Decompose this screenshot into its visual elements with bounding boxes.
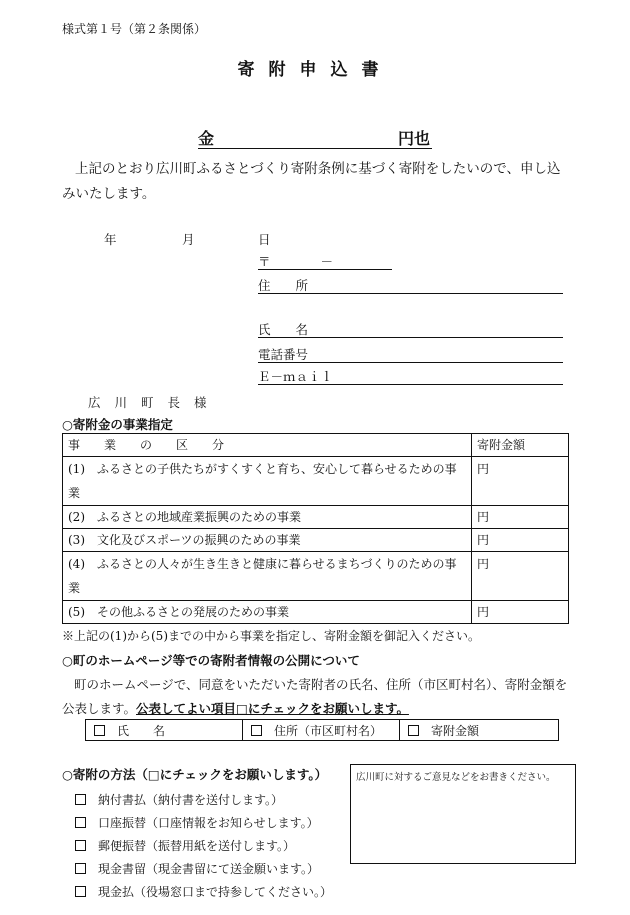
publication-instruction: 公表してよい項目□にチェックをお願いします。 [136,701,409,716]
form-number: 様式第１号（第２条関係） [62,22,207,36]
project-label: (2) ふるさとの地域産業振興のための事業 [63,506,472,529]
publication-text [62,673,572,721]
checkbox-icon[interactable] [408,725,419,736]
table-row [63,506,569,529]
checkbox-icon[interactable] [75,794,86,805]
phone-field[interactable]: 電話番号 [258,345,563,363]
method-option[interactable] [75,814,319,831]
table-row [63,529,569,552]
option-label: 氏 名 [117,723,166,738]
name-field[interactable]: 氏 名 [258,320,563,338]
method-option[interactable] [75,837,295,854]
method-option[interactable] [75,883,332,900]
intro-text: 上記のとおり広川町ふるさとづくり寄附条例に基づく寄附をしたいので、申し込みいたします。 [62,161,561,202]
project-label: (3) 文化及びスポーツの振興のための事業 [63,529,472,552]
checkbox-icon[interactable] [75,817,86,828]
project-amount-field[interactable]: 円 [472,529,569,552]
amount-field[interactable] [198,126,432,149]
method-option[interactable] [75,791,283,808]
method-label: 口座振替（口座情報をお知らせします。） [98,816,319,830]
method-label: 郵便振替（振替用紙を送付します。） [98,839,296,853]
checkbox-icon[interactable] [75,840,86,851]
publication-options [85,719,559,741]
opinion-label: 広川町に対するご意見などをお書きください。 [356,772,556,783]
postal-code-field[interactable]: 〒 － [258,252,392,270]
table-row [63,457,569,506]
project-amount-field[interactable]: 円 [472,457,569,506]
checkbox-icon[interactable] [94,725,105,736]
project-label: (1) ふるさとの子供たちがすくすくと育ち、安心して暮らせるための事業 [63,457,472,506]
project-label: (5) その他ふるさとの発展のための事業 [63,601,472,624]
method-label: 納付書払（納付書を送付します。） [98,793,284,807]
table-header-row [63,434,569,457]
publication-heading: ○町のホームページ等での寄附者情報の公開について [62,653,360,668]
option-label: 住所（市区町村名） [274,723,383,738]
date-month[interactable]: 月 [182,232,195,247]
table-row [63,601,569,624]
publication-option-name[interactable] [86,720,243,741]
table-row [63,552,569,601]
checkbox-icon[interactable] [75,863,86,874]
opinion-box[interactable] [350,764,576,864]
date-day[interactable]: 日 [258,232,271,247]
checkbox-icon[interactable] [75,886,86,897]
method-option[interactable] [75,860,319,877]
email-field[interactable]: Ｅ－ｍａｉｌ [258,367,563,385]
checkbox-icon[interactable] [251,725,262,736]
project-amount-field[interactable]: 円 [472,506,569,529]
project-section-heading: ○寄附金の事業指定 [62,417,173,432]
col-amount-header: 寄附金額 [472,434,569,457]
amount-suffix: 円也 [397,129,430,148]
date-year[interactable]: 年 [104,232,117,247]
project-note: ※上記の(1)から(5)までの中から事業を指定し、寄附金額を御記入ください。 [62,629,480,643]
col-project-header: 事 業 の 区 分 [63,434,472,457]
method-label: 現金書留（現金書留にて送金願います。） [98,862,320,876]
project-amount-field[interactable]: 円 [472,552,569,601]
addressee: 広川町長様 [88,395,221,410]
publication-description: 町のホームページで、同意をいただいた寄附者の氏名、住所（市区町村名）、寄附金額を公表します。 [62,677,568,716]
option-label: 寄附金額 [431,723,480,738]
publication-option-address[interactable] [243,720,400,741]
project-label: (4) ふるさとの人々が生き生きと健康に暮らせるまちづくりのための事業 [63,552,472,601]
address-field[interactable]: 住 所 [258,276,563,294]
form-title: 寄附申込書 [237,60,393,80]
amount-prefix: 金 [198,129,215,148]
method-heading: ○寄附の方法（□にチェックをお願いします。） [62,767,328,782]
method-label: 現金払（役場窓口まで持参してください。） [98,885,333,899]
project-amount-field[interactable]: 円 [472,601,569,624]
publication-option-amount[interactable] [400,720,559,741]
project-table [62,433,569,624]
